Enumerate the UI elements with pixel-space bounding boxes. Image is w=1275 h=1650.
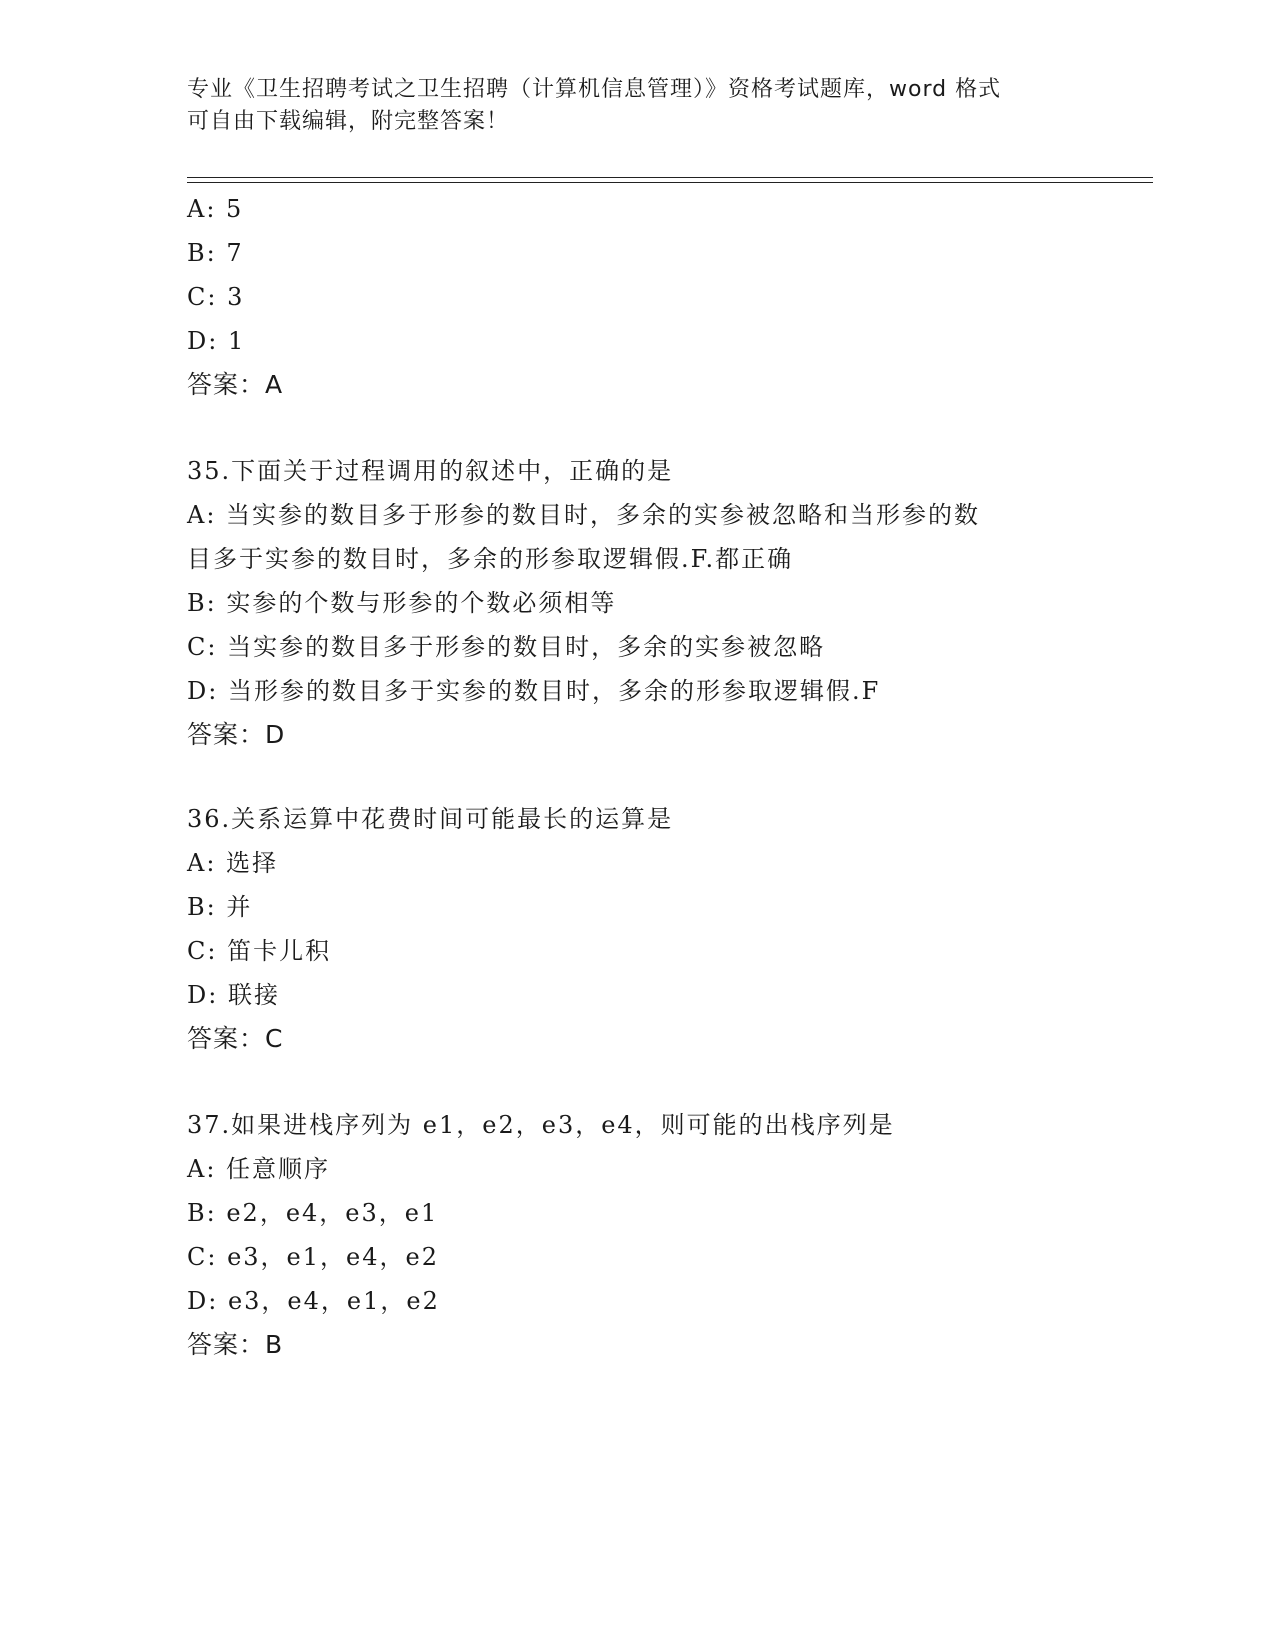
q35-option-b: B: 实参的个数与形参的个数必须相等 <box>187 589 617 617</box>
q36-option-c: C: 笛卡儿积 <box>187 937 332 965</box>
header-divider-bottom <box>187 182 1153 183</box>
q35-option-a-line-2: 目多于实参的数目时，多余的形参取逻辑假.F.都正确 <box>187 545 794 573</box>
q37-option-b: B: e2，e4，e3，e1 <box>187 1199 439 1227</box>
q34-answer: 答案：A <box>187 370 284 399</box>
q34-option-a: A: 5 <box>187 195 244 223</box>
q37-question: 37.如果进栈序列为 e1，e2，e3，e4，则可能的出栈序列是 <box>187 1111 895 1139</box>
q36-option-d: D: 联接 <box>187 981 280 1009</box>
q36-option-b: B: 并 <box>187 893 253 921</box>
header-line-1: 专业《卫生招聘考试之卫生招聘（计算机信息管理）》资格考试题库，word 格式 <box>187 77 1002 102</box>
q36-question: 36.关系运算中花费时间可能最长的运算是 <box>187 805 674 833</box>
q37-answer: 答案：B <box>187 1330 284 1359</box>
q34-option-d: D: 1 <box>187 327 246 355</box>
q34-option-b: B: 7 <box>187 239 244 267</box>
q35-option-d: D: 当形参的数目多于实参的数目时，多余的形参取逻辑假.F <box>187 677 881 705</box>
q35-answer: 答案：D <box>187 720 286 749</box>
header-divider-top <box>187 177 1153 178</box>
q36-answer: 答案：C <box>187 1024 284 1053</box>
q37-option-a: A: 任意顺序 <box>187 1155 331 1183</box>
q36-option-a: A: 选择 <box>187 849 279 877</box>
q35-option-a-line-1: A: 当实参的数目多于形参的数目时，多余的实参被忽略和当形参的数 <box>187 501 981 529</box>
header-line-2: 可自由下载编辑，附完整答案！ <box>187 109 510 134</box>
document-header <box>187 74 1087 138</box>
q35-option-c: C: 当实参的数目多于形参的数目时，多余的实参被忽略 <box>187 633 826 661</box>
q34-option-c: C: 3 <box>187 283 245 311</box>
q37-option-c: C: e3，e1，e4，e2 <box>187 1243 439 1271</box>
q37-option-d: D: e3，e4，e1，e2 <box>187 1287 440 1315</box>
q35-question: 35.下面关于过程调用的叙述中，正确的是 <box>187 457 674 485</box>
